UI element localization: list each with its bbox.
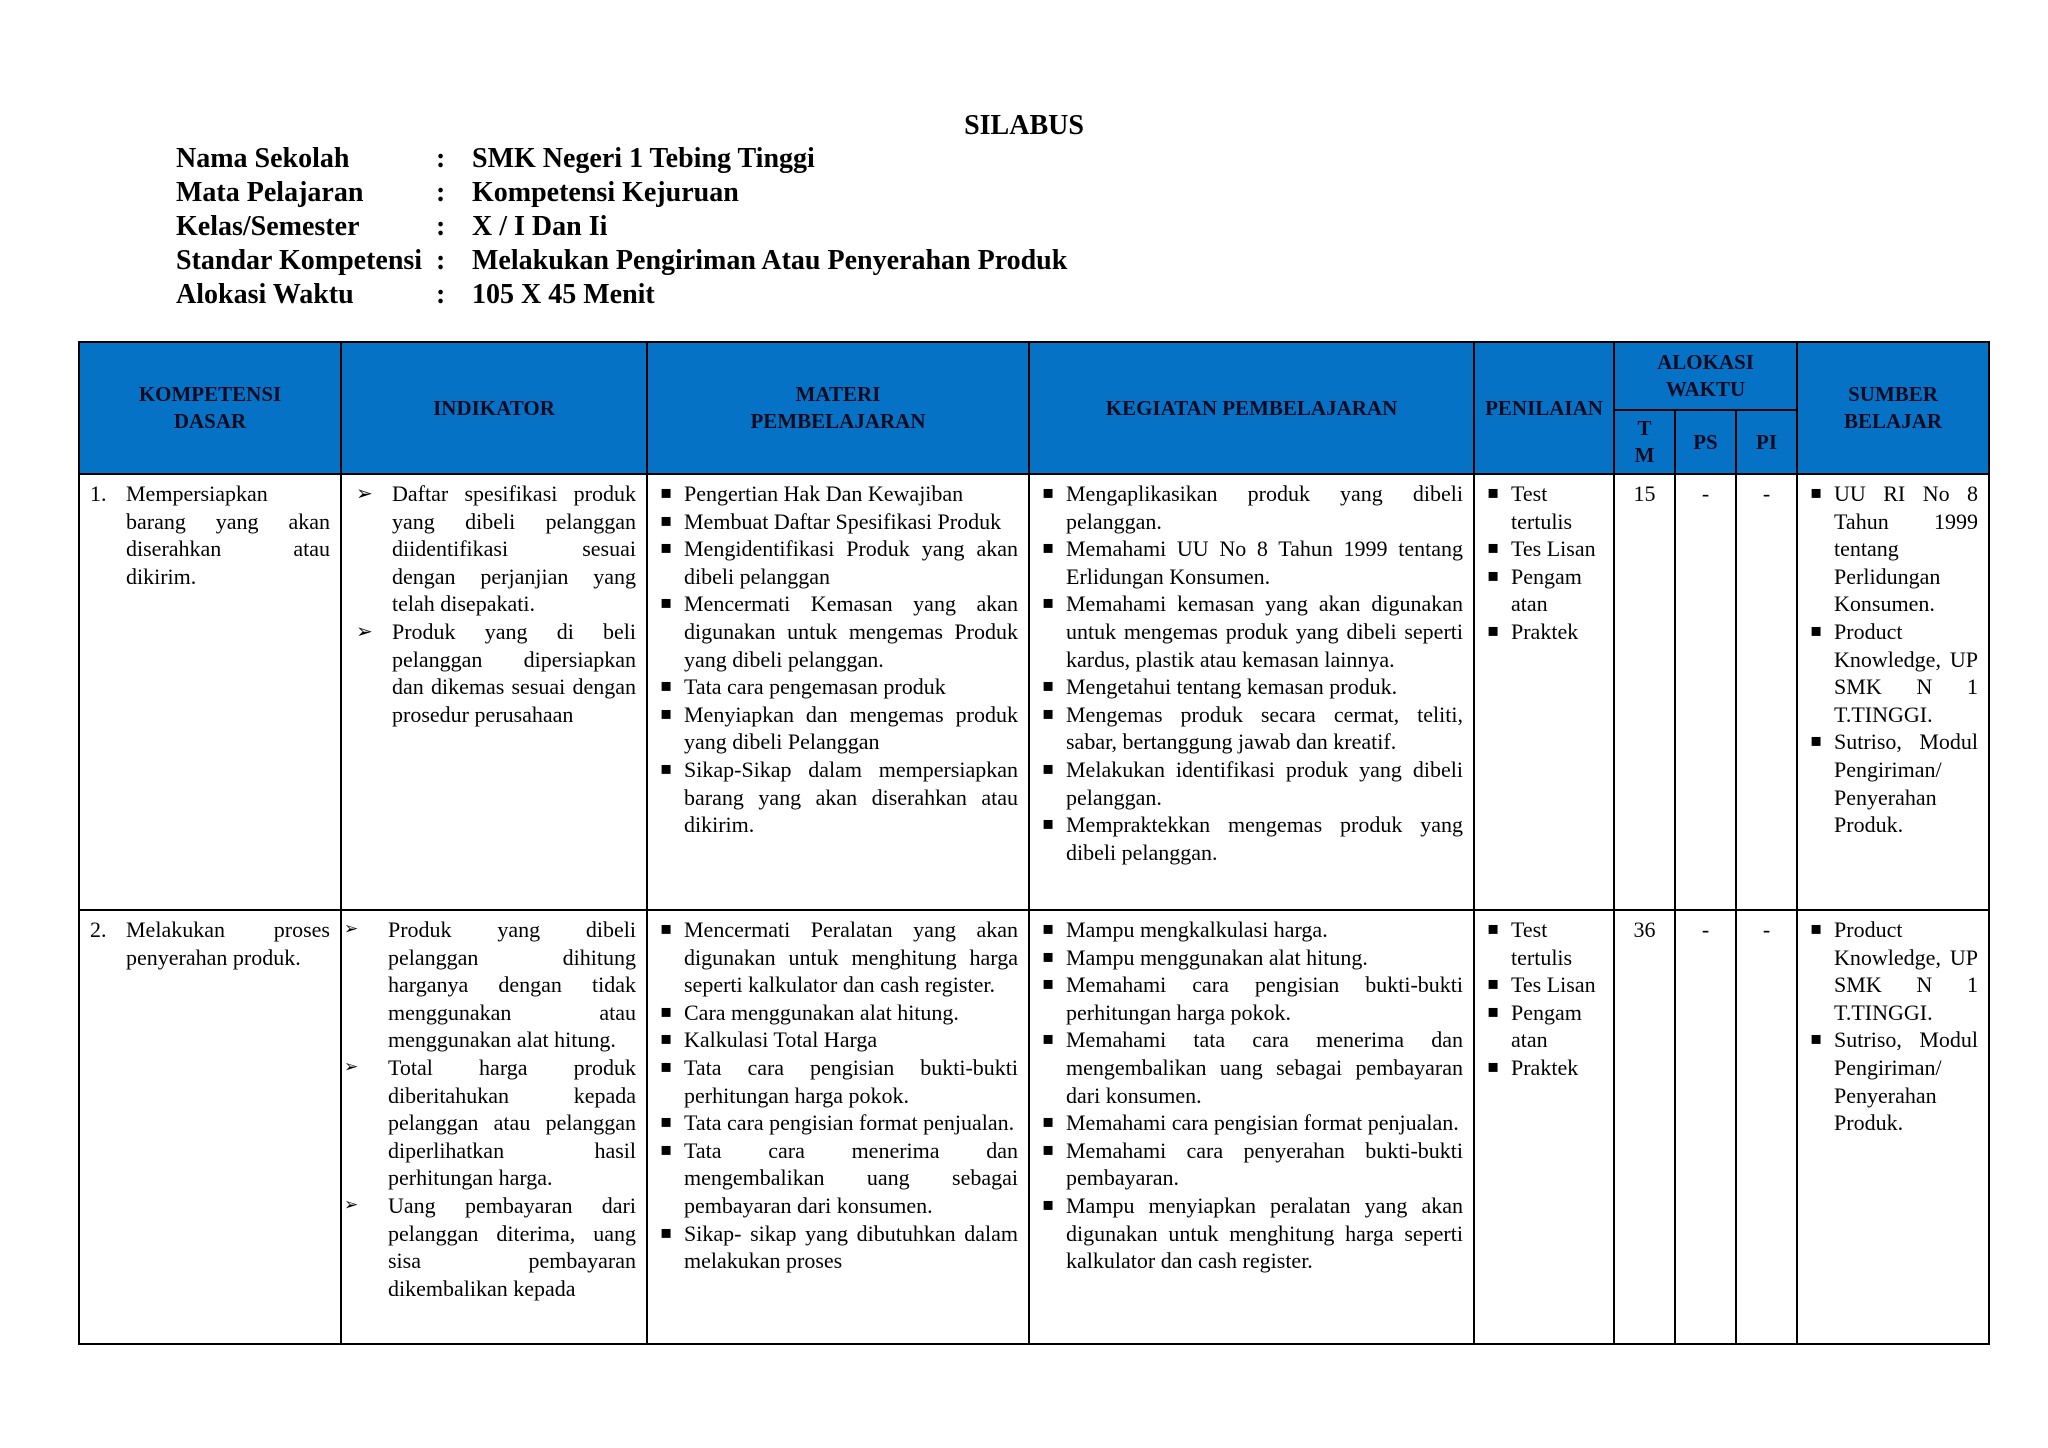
col-header-penilaian: PENILAIAN bbox=[1474, 342, 1614, 474]
table-row bbox=[79, 474, 1989, 910]
indikator-cell bbox=[341, 910, 647, 1344]
list-item: ▪ Mempraktekkan mengemas produk yang dibeli pelanggan. bbox=[1040, 811, 1463, 866]
col-header-ps: PS bbox=[1675, 410, 1736, 474]
col-header-sumber-belajar: SUMBER BELAJAR bbox=[1797, 342, 1989, 474]
header-label: Mata Pelajaran bbox=[176, 177, 364, 208]
col-header-materi: MATERI PEMBELAJARAN bbox=[647, 342, 1029, 474]
header-label: Kelas/Semester bbox=[176, 211, 360, 242]
col-header-indikator: INDIKATOR bbox=[341, 342, 647, 474]
list-item: ▪ Mencermati Peralatan yang akan digunakan untuk menghitung harga seperti kalkulator dan cash register. bbox=[658, 916, 1018, 999]
list-item: ▪ Melakukan identifikasi produk yang dibeli pelanggan. bbox=[1040, 756, 1463, 811]
list-item: ▪ Tes Lisan bbox=[1485, 971, 1603, 999]
list-item: ▪ Mengaplikasikan produk yang dibeli pelanggan. bbox=[1040, 480, 1463, 535]
list-item: ▪ Pengam atan bbox=[1485, 563, 1603, 618]
header-value: SMK Negeri 1 Tebing Tinggi bbox=[472, 143, 815, 174]
list-item: ➢ Produk yang dibeli pelanggan dihitung harganya dengan tidak menggunakan atau menggunakan alat hitung. bbox=[352, 916, 636, 1054]
header-value: 105 X 45 Menit bbox=[472, 279, 655, 310]
ps-value: - bbox=[1675, 474, 1736, 910]
kd-cell bbox=[79, 474, 341, 910]
list-item: ▪ Menyiapkan dan mengemas produk yang dibeli Pelanggan bbox=[658, 701, 1018, 756]
ps-value: - bbox=[1675, 910, 1736, 1344]
row-number: 2. bbox=[90, 917, 107, 942]
tm-value: 15 bbox=[1614, 474, 1675, 910]
document-title: SILABUS bbox=[964, 110, 1084, 141]
row-number: 1. bbox=[90, 481, 107, 506]
list-item: ▪ Mengetahui tentang kemasan produk. bbox=[1040, 673, 1463, 701]
list-item: ▪ Product Knowledge, UP SMK N 1 T.TINGGI. bbox=[1808, 916, 1978, 1026]
list-item: ▪ Mampu menggunakan alat hitung. bbox=[1040, 944, 1463, 972]
sumber-cell bbox=[1797, 910, 1989, 1344]
header-colon: : bbox=[436, 279, 446, 310]
list-item: ➢ Uang pembayaran dari pelanggan diterima, uang sisa pembayaran dikembalikan kepada bbox=[352, 1192, 636, 1302]
kd-text: Melakukan proses penyerahan produk. bbox=[126, 917, 330, 970]
list-item: ▪ Mencermati Kemasan yang akan digunakan untuk mengemas Produk yang dibeli pelanggan. bbox=[658, 590, 1018, 673]
list-item: ▪ Memahami cara penyerahan bukti-bukti pembayaran. bbox=[1040, 1137, 1463, 1192]
list-item: ➢ Daftar spesifikasi produk yang dibeli pelanggan diidentifikasi sesuai dengan perjanjian yang telah disepakati. bbox=[352, 480, 636, 618]
list-item: ▪ Praktek bbox=[1485, 1054, 1603, 1082]
materi-cell bbox=[647, 474, 1029, 910]
header-value: Kompetensi Kejuruan bbox=[472, 177, 739, 208]
list-item: ▪ Sikap-Sikap dalam mempersiapkan barang yang akan diserahkan atau dikirim. bbox=[658, 756, 1018, 839]
pi-value: - bbox=[1736, 474, 1797, 910]
list-item: ▪ Sikap- sikap yang dibutuhkan dalam melakukan proses bbox=[658, 1220, 1018, 1275]
col-header-tm: T M bbox=[1614, 410, 1675, 474]
list-item: ▪ Test tertulis bbox=[1485, 480, 1603, 535]
list-item: ▪ Tata cara menerima dan mengembalikan uang sebagai pembayaran dari konsumen. bbox=[658, 1137, 1018, 1220]
list-item: ▪ Sutriso, Modul Pengiriman/ Penyerahan Produk. bbox=[1808, 728, 1978, 838]
list-item: ▪ Memahami cara pengisian bukti-bukti perhitungan harga pokok. bbox=[1040, 971, 1463, 1026]
list-item: ▪ Test tertulis bbox=[1485, 916, 1603, 971]
list-item: ▪ Tata cara pengisian bukti-bukti perhitungan harga pokok. bbox=[658, 1054, 1018, 1109]
header-label: Nama Sekolah bbox=[176, 143, 350, 174]
materi-cell bbox=[647, 910, 1029, 1344]
header-colon: : bbox=[436, 177, 446, 208]
list-item: ➢ Produk yang di beli pelanggan dipersiapkan dan dikemas sesuai dengan prosedur perusahaan bbox=[352, 618, 636, 728]
list-item: ▪ Product Knowledge, UP SMK N 1 T.TINGGI. bbox=[1808, 618, 1978, 728]
header-colon: : bbox=[436, 211, 446, 242]
header-colon: : bbox=[436, 143, 446, 174]
list-item: ▪ Praktek bbox=[1485, 618, 1603, 646]
kegiatan-cell bbox=[1029, 910, 1474, 1344]
header-row-kelas-semester bbox=[176, 210, 1067, 244]
kd-cell bbox=[79, 910, 341, 1344]
header-label: Alokasi Waktu bbox=[176, 279, 354, 310]
list-item: ▪ Mengemas produk secara cermat, teliti, sabar, bertanggung jawab dan kreatif. bbox=[1040, 701, 1463, 756]
list-item: ▪ Tes Lisan bbox=[1485, 535, 1603, 563]
list-item: ▪ Memahami UU No 8 Tahun 1999 tentang Erlidungan Konsumen. bbox=[1040, 535, 1463, 590]
list-item: ▪ Mampu menyiapkan peralatan yang akan digunakan untuk menghitung harga seperti kalkulator dan cash register. bbox=[1040, 1192, 1463, 1275]
header-colon: : bbox=[436, 245, 446, 276]
col-header-alokasi-waktu: ALOKASI WAKTU bbox=[1614, 342, 1797, 410]
list-item: ▪ Pengam atan bbox=[1485, 999, 1603, 1054]
list-item: ▪ Pengertian Hak Dan Kewajiban bbox=[658, 480, 1018, 508]
list-item: ▪ Memahami cara pengisian format penjualan. bbox=[1040, 1109, 1463, 1137]
header-row-standar-kompetensi bbox=[176, 244, 1067, 278]
header-value: X / I Dan Ii bbox=[472, 211, 608, 242]
col-header-kegiatan: KEGIATAN PEMBELAJARAN bbox=[1029, 342, 1474, 474]
header-row-nama-sekolah bbox=[176, 142, 1067, 176]
list-item: ▪ UU RI No 8 Tahun 1999 tentang Perlidungan Konsumen. bbox=[1808, 480, 1978, 618]
list-item: ▪ Kalkulasi Total Harga bbox=[658, 1026, 1018, 1054]
header-value: Melakukan Pengiriman Atau Penyerahan Produk bbox=[472, 245, 1068, 276]
list-item: ▪ Memahami kemasan yang akan digunakan untuk mengemas produk yang dibeli seperti kardus, plastik atau kemasan lainnya. bbox=[1040, 590, 1463, 673]
penilaian-cell bbox=[1474, 910, 1614, 1344]
list-item: ▪ Tata cara pengisian format penjualan. bbox=[658, 1109, 1018, 1137]
sumber-cell bbox=[1797, 474, 1989, 910]
kd-text: Mempersiapkan barang yang akan diserahkan atau dikirim. bbox=[126, 481, 330, 589]
list-item: ▪ Cara menggunakan alat hitung. bbox=[658, 999, 1018, 1027]
header-label: Standar Kompetensi bbox=[176, 245, 423, 276]
indikator-cell bbox=[341, 474, 647, 910]
list-item: ▪ Mengidentifikasi Produk yang akan dibeli pelanggan bbox=[658, 535, 1018, 590]
tm-value: 36 bbox=[1614, 910, 1675, 1344]
list-item: ▪ Memahami tata cara menerima dan mengembalikan uang sebagai pembayaran dari konsumen. bbox=[1040, 1026, 1463, 1109]
penilaian-cell bbox=[1474, 474, 1614, 910]
syllabus-header-info bbox=[176, 142, 1067, 312]
col-header-kompetensi-dasar: KOMPETENSI DASAR bbox=[79, 342, 341, 474]
list-item: ▪ Membuat Daftar Spesifikasi Produk bbox=[658, 508, 1018, 536]
list-item: ▪ Sutriso, Modul Pengiriman/ Penyerahan Produk. bbox=[1808, 1026, 1978, 1136]
header-row-alokasi-waktu bbox=[176, 278, 1067, 312]
list-item: ▪ Mampu mengkalkulasi harga. bbox=[1040, 916, 1463, 944]
syllabus-table bbox=[78, 341, 1990, 1345]
table-row bbox=[79, 910, 1989, 1344]
col-header-pi: PI bbox=[1736, 410, 1797, 474]
list-item: ▪ Tata cara pengemasan produk bbox=[658, 673, 1018, 701]
kegiatan-cell bbox=[1029, 474, 1474, 910]
header-row-mata-pelajaran bbox=[176, 176, 1067, 210]
pi-value: - bbox=[1736, 910, 1797, 1344]
list-item: ➢ Total harga produk diberitahukan kepada pelanggan atau pelanggan diperlihatkan hasil perhitungan harga. bbox=[352, 1054, 636, 1192]
